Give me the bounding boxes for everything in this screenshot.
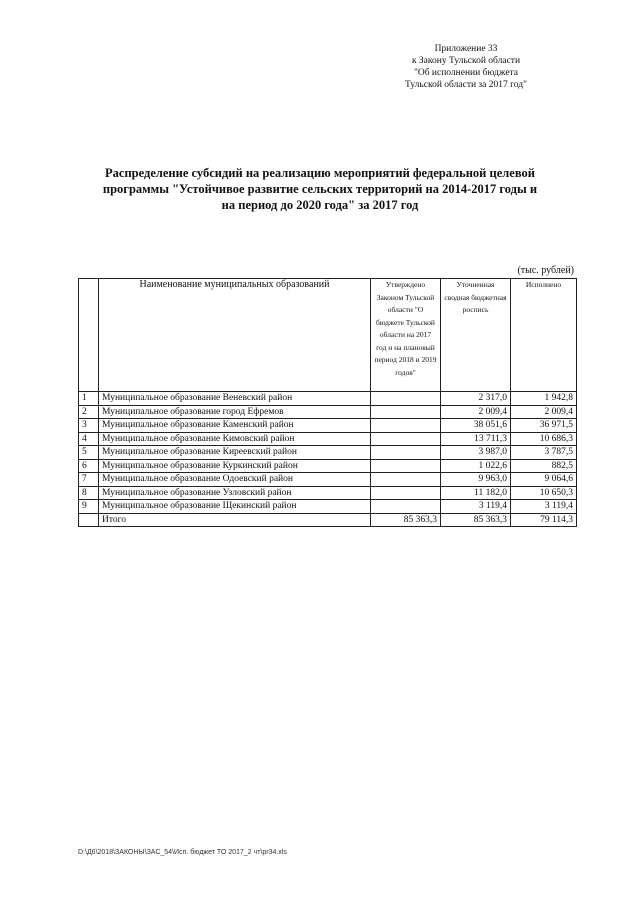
row-approved: [371, 405, 441, 419]
row-executed: 882,5: [511, 459, 577, 473]
row-specified: 9 963,0: [441, 473, 511, 487]
row-name: Муниципальное образование Кимовский район: [99, 432, 371, 446]
appendix-line: Тульской области за 2017 год": [405, 80, 527, 90]
header-specified: Уточненная сводная бюджетная роспись: [441, 279, 511, 392]
total-specified: 85 363,3: [441, 513, 511, 527]
row-executed: 2 009,4: [511, 405, 577, 419]
row-num: 7: [79, 473, 99, 487]
header-num: [79, 279, 99, 392]
row-approved: [371, 392, 441, 406]
row-approved: [371, 486, 441, 500]
row-specified: 1 022,6: [441, 459, 511, 473]
appendix-header: [386, 43, 546, 91]
units-label: (тыс. рублей): [517, 265, 574, 276]
row-approved: [371, 419, 441, 433]
header-name: Наименование муниципальных образований: [99, 279, 371, 392]
table-row: [79, 419, 577, 433]
row-executed: 10 686,3: [511, 432, 577, 446]
header-approved: Утверждено Законом Тульской области "О бюджете Тульской области на 2017 год и на плановый период 2018 и 2019 годов": [371, 279, 441, 392]
row-num: 4: [79, 432, 99, 446]
row-name: Муниципальное образование Одоевский район: [99, 473, 371, 487]
row-num: 8: [79, 486, 99, 500]
row-num: 3: [79, 419, 99, 433]
total-executed: 79 114,3: [511, 513, 577, 527]
table-row: [79, 459, 577, 473]
row-name: Муниципальное образование Узловский район: [99, 486, 371, 500]
row-approved: [371, 500, 441, 514]
row-name: Муниципальное образование Щекинский район: [99, 500, 371, 514]
row-num: 5: [79, 446, 99, 460]
row-executed: 10 650,3: [511, 486, 577, 500]
table-row: [79, 392, 577, 406]
table-total-row: [79, 513, 577, 527]
table-row: [79, 486, 577, 500]
row-executed: 3 119,4: [511, 500, 577, 514]
table-header-row: [79, 279, 577, 392]
row-num: 1: [79, 392, 99, 406]
row-approved: [371, 459, 441, 473]
row-num: 2: [79, 405, 99, 419]
table-row: [79, 446, 577, 460]
row-specified: 3 119,4: [441, 500, 511, 514]
row-specified: 11 182,0: [441, 486, 511, 500]
table-row: [79, 405, 577, 419]
header-executed: Исполнено: [511, 279, 577, 392]
appendix-line: "Об исполнении бюджета: [413, 68, 519, 78]
row-name: Муниципальное образование Куркинский район: [99, 459, 371, 473]
row-executed: 9 064,6: [511, 473, 577, 487]
row-approved: [371, 473, 441, 487]
row-num: 9: [79, 500, 99, 514]
total-approved: 85 363,3: [371, 513, 441, 527]
total-name: Итого: [99, 513, 371, 527]
file-path-footer: D:\Д6\2018\ЗАКОНЫ\ЗАС_54\Исп. бюджет ТО 2017_2 чт\pr34.xls: [78, 849, 287, 856]
row-name: Муниципальное образование Киреевский район: [99, 446, 371, 460]
document-title: Распределение субсидий на реализацию мероприятий федеральной целевой программы "Устойчивое развитие сельских территорий на 2014-2017 годы и на период до 2020 года" за 2017 год: [102, 166, 538, 212]
row-name: Муниципальное образование город Ефремов: [99, 405, 371, 419]
row-specified: 2 009,4: [441, 405, 511, 419]
row-executed: 3 787,5: [511, 446, 577, 460]
row-executed: 36 971,5: [511, 419, 577, 433]
row-specified: 38 051,6: [441, 419, 511, 433]
row-approved: [371, 432, 441, 446]
appendix-line: Приложение 33: [434, 44, 498, 54]
row-executed: 1 942,8: [511, 392, 577, 406]
row-specified: 2 317,0: [441, 392, 511, 406]
row-name: Муниципальное образование Веневский район: [99, 392, 371, 406]
total-num: [79, 513, 99, 527]
table-row: [79, 500, 577, 514]
row-specified: 3 987,0: [441, 446, 511, 460]
row-num: 6: [79, 459, 99, 473]
table-row: [79, 473, 577, 487]
table-row: [79, 432, 577, 446]
appendix-line: к Закону Тульской области: [411, 56, 521, 66]
row-name: Муниципальное образование Каменский район: [99, 419, 371, 433]
row-specified: 13 711,3: [441, 432, 511, 446]
row-approved: [371, 446, 441, 460]
subsidies-table: [78, 278, 577, 527]
